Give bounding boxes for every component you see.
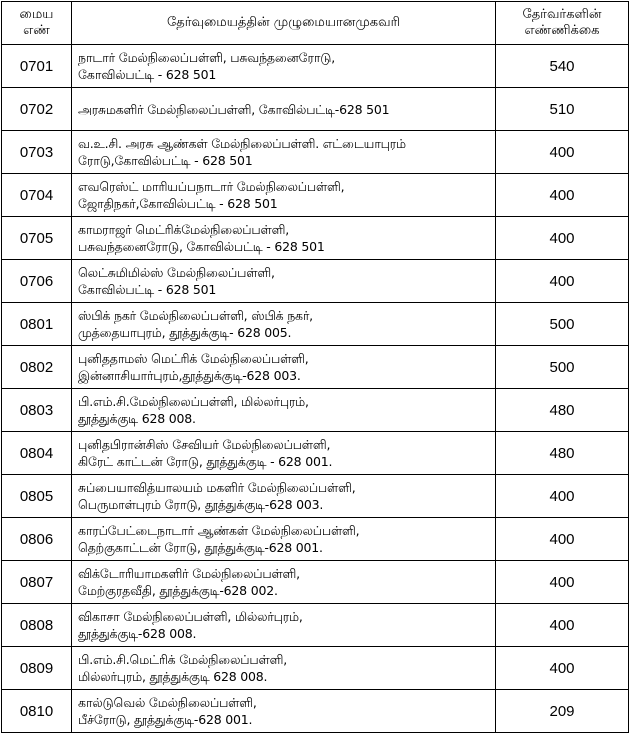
address-line2: பசுவந்தனைரோடு, கோவில்பட்டி - 628 501 xyxy=(78,239,325,254)
table-row xyxy=(2,303,629,346)
table-row xyxy=(2,346,629,389)
address-line2: தூத்துக்குடி 628 008. xyxy=(78,411,196,426)
address-line1: எவரெஸ்ட் மாரியப்பநாடார் மேல்நிலைப்பள்ளி, xyxy=(78,179,345,194)
candidate-count: 500 xyxy=(496,346,629,389)
header-count-line2: எண்ணிக்கை xyxy=(524,23,600,38)
centre-address xyxy=(72,174,496,217)
centre-address xyxy=(72,260,496,303)
table-row xyxy=(2,604,629,647)
header-count-line1: தேர்வர்களின் xyxy=(522,7,602,22)
centre-address xyxy=(72,45,496,88)
centre-address xyxy=(72,647,496,690)
candidate-count: 400 xyxy=(496,174,629,217)
address-line2: மேற்குரதவீதி, தூத்துக்குடி-628 002. xyxy=(78,583,278,598)
address-line2: கிரேட் காட்டன் ரோடு, தூத்துக்குடி - 628 001. xyxy=(78,454,333,469)
candidate-count: 510 xyxy=(496,88,629,131)
candidate-count: 400 xyxy=(496,217,629,260)
address-line2: ரோடு,கோவில்பட்டி - 628 501 xyxy=(78,153,253,168)
candidate-count: 480 xyxy=(496,389,629,432)
centre-code: 0706 xyxy=(2,260,72,303)
centre-address xyxy=(72,561,496,604)
table-row xyxy=(2,690,629,733)
address-line2: மில்லர்புரம், தூத்துக்குடி 628 008. xyxy=(78,669,268,684)
table-row xyxy=(2,647,629,690)
address-line1: லெட்சுமிமில்ஸ் மேல்நிலைப்பள்ளி, xyxy=(78,265,275,280)
address-line2: ஜோதிநகர்,கோவில்பட்டி - 628 501 xyxy=(78,196,278,211)
address-line1: ஸ்பிக் நகர் மேல்நிலைப்பள்ளி, ஸ்பிக் நகர், xyxy=(78,308,313,323)
table-row xyxy=(2,389,629,432)
address-line1: கால்டுவெல் மேல்நிலைப்பள்ளி, xyxy=(78,695,257,710)
table-header xyxy=(2,2,629,45)
address-line2: முத்தையாபுரம், தூத்துக்குடி- 628 005. xyxy=(78,325,292,340)
address-line2: பெருமாள்புரம் ரோடு, தூத்துக்குடி-628 003. xyxy=(78,497,324,512)
candidate-count: 500 xyxy=(496,303,629,346)
centre-address xyxy=(72,432,496,475)
table-row xyxy=(2,561,629,604)
centre-code: 0802 xyxy=(2,346,72,389)
table-row xyxy=(2,131,629,174)
centre-code: 0801 xyxy=(2,303,72,346)
centre-code: 0803 xyxy=(2,389,72,432)
centre-address xyxy=(72,604,496,647)
candidate-count: 209 xyxy=(496,690,629,733)
address-line1: நாடார் மேல்நிலைப்பள்ளி, பசுவந்தனைரோடு, xyxy=(78,50,335,65)
centre-code: 0705 xyxy=(2,217,72,260)
address-line1: சுப்பையாவித்யாலயம் மகளிர் மேல்நிலைப்பள்ளி, xyxy=(78,480,356,495)
candidate-count: 400 xyxy=(496,260,629,303)
centre-code: 0809 xyxy=(2,647,72,690)
address-line1: காரப்பேட்டைநாடார் ஆண்கள் மேல்நிலைப்பள்ளி, xyxy=(78,523,360,538)
table-row xyxy=(2,432,629,475)
header-row xyxy=(2,2,629,45)
candidate-count: 400 xyxy=(496,561,629,604)
table-row xyxy=(2,260,629,303)
centre-address xyxy=(72,475,496,518)
address-line1: அரசுமகளிர் மேல்நிலைப்பள்ளி, கோவில்பட்டி-628 501 xyxy=(78,101,390,117)
header-candidate-count xyxy=(496,2,629,45)
centre-address xyxy=(72,303,496,346)
address-line1: பி.எம்.சி.மெட்ரிக் மேல்நிலைப்பள்ளி, xyxy=(78,652,287,667)
address-line1: புனிததாமஸ் மெட்ரிக் மேல்நிலைப்பள்ளி, xyxy=(78,351,309,366)
table-row xyxy=(2,217,629,260)
table-body xyxy=(2,45,629,733)
centre-code: 0807 xyxy=(2,561,72,604)
exam-centre-table xyxy=(1,1,629,733)
address-line2: பீச்ரோடு, தூத்துக்குடி-628 001. xyxy=(78,712,253,727)
centre-code: 0806 xyxy=(2,518,72,561)
header-code-line1: மைய xyxy=(19,7,54,22)
candidate-count: 400 xyxy=(496,518,629,561)
candidate-count: 400 xyxy=(496,647,629,690)
centre-address xyxy=(72,389,496,432)
centre-code: 0702 xyxy=(2,88,72,131)
centre-code: 0810 xyxy=(2,690,72,733)
candidate-count: 400 xyxy=(496,475,629,518)
table-row xyxy=(2,518,629,561)
centre-address xyxy=(72,690,496,733)
centre-address xyxy=(72,346,496,389)
centre-code: 0704 xyxy=(2,174,72,217)
table-row xyxy=(2,475,629,518)
centre-address xyxy=(72,518,496,561)
centre-code: 0808 xyxy=(2,604,72,647)
header-address: தேர்வுமையத்தின் முழுமையானமுகவரி xyxy=(72,2,496,45)
centre-code: 0701 xyxy=(2,45,72,88)
header-code-line2: எண் xyxy=(23,23,50,38)
centre-code: 0703 xyxy=(2,131,72,174)
address-line1: புனிதபிரான்சிஸ் சேவியர் மேல்நிலைப்பள்ளி, xyxy=(78,437,331,452)
address-line2: கோவில்பட்டி - 628 501 xyxy=(78,67,217,82)
address-line1: வ.உ.சி. அரசு ஆண்கள் மேல்நிலைப்பள்ளி. எட்டையாபுரம் xyxy=(78,136,406,151)
address-line1: பி.எம்.சி.மேல்நிலைப்பள்ளி, மில்லர்புரம், xyxy=(78,394,309,409)
centre-address xyxy=(72,88,496,131)
centre-address xyxy=(72,131,496,174)
candidate-count: 540 xyxy=(496,45,629,88)
candidate-count: 480 xyxy=(496,432,629,475)
centre-code: 0804 xyxy=(2,432,72,475)
candidate-count: 400 xyxy=(496,131,629,174)
centre-address xyxy=(72,217,496,260)
address-line2: இன்னாசியார்புரம்,தூத்துக்குடி-628 003. xyxy=(78,368,301,383)
address-line2: தெற்குகாட்டன் ரோடு, தூத்துக்குடி-628 001. xyxy=(78,540,323,555)
address-line2: கோவில்பட்டி - 628 501 xyxy=(78,282,217,297)
address-line1: விக்டோரியாமகளிர் மேல்நிலைப்பள்ளி, xyxy=(78,566,300,581)
centre-code: 0805 xyxy=(2,475,72,518)
header-centre-code xyxy=(2,2,72,45)
address-line1: காமராஜர் மெட்ரிக்மேல்நிலைப்பள்ளி, xyxy=(78,222,289,237)
address-line1: விகாசா மேல்நிலைப்பள்ளி, மில்லர்புரம், xyxy=(78,609,303,624)
candidate-count: 400 xyxy=(496,604,629,647)
address-line2: தூத்துக்குடி-628 008. xyxy=(78,626,197,641)
table-row xyxy=(2,45,629,88)
table-row xyxy=(2,174,629,217)
table-row xyxy=(2,88,629,131)
